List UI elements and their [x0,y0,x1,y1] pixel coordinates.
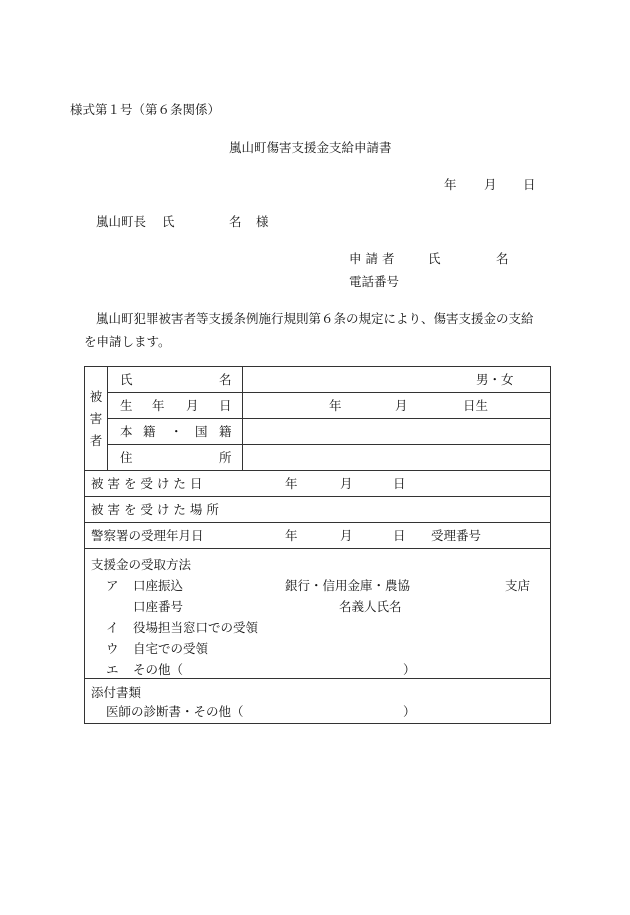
attach-text[interactable]: 医師の診断書・その他（ [106,704,244,719]
option-a-text[interactable]: 口座振込 [133,578,184,593]
address-label-cell: 住 所 [108,445,243,471]
addressee-sama: 様 [256,214,269,229]
option-e-close: ） [403,662,416,677]
branch-label: 支店 [505,578,531,593]
applicant-shi: 氏 [428,251,441,266]
victim-header: 被 害 者 [85,367,108,471]
option-u-text[interactable]: 自宅での受領 [133,641,209,656]
body-line-1: 嵐山町犯罪被害者等支援条例施行規則第６条の規定により、傷害支援金の支給 [96,311,534,326]
attach-close: ） [403,704,416,719]
receipt-title: 支援金の受取方法 [91,557,192,572]
option-a-key: ア [106,578,119,593]
date-day: 日 [523,177,536,192]
addressee-mei: 名 [229,214,242,229]
damage-place-row[interactable]: 被 害 を 受 け た 場 所 [85,497,551,523]
date-year: 年 [444,177,457,192]
honseki-label-cell: 本 籍 ・ 国 籍 [108,419,243,445]
honseki-input-cell[interactable] [243,419,551,445]
option-e-key: エ [106,662,119,677]
birth-label-cell: 生 年 月 日 [108,393,243,419]
account-no-label: 口座番号 [133,599,184,614]
damage-date-row[interactable]: 被 害 を 受 け た 日 年 月 日 [85,471,551,497]
date-month: 月 [484,177,497,192]
document-title: 嵐山町傷害支援金支給申請書 [229,140,392,155]
applicant-label: 申 請 者 [349,251,395,266]
name-label-cell: 氏 名 [108,367,243,393]
police-row[interactable]: 警察署の受理年月日 年 月 日 受理番号 [85,523,551,549]
option-i-text[interactable]: 役場担当窓口での受領 [133,620,259,635]
option-i-key: イ [106,620,119,635]
option-u-key: ウ [106,641,119,656]
name-input-cell[interactable] [243,367,551,393]
option-e-text[interactable]: その他（ [133,662,184,677]
bank-label: 銀行・信用金庫・農協 [285,578,411,593]
applicant-mei: 名 [496,251,509,266]
attach-title: 添付書類 [91,685,142,700]
application-table [84,366,551,724]
form-number: 様式第１号（第６条関係） [70,102,221,117]
birth-input-cell[interactable]: 年 月 日生 [243,393,551,419]
body-line-2: を申請します。 [84,334,171,349]
addressee-prefix: 嵐山町長 [96,214,147,229]
address-input-cell[interactable] [243,445,551,471]
applicant-phone: 電話番号 [349,274,400,289]
receipt-method-cell[interactable] [85,549,551,679]
gender-option[interactable]: 男・女 [476,371,514,387]
attachments-cell[interactable] [85,679,551,724]
account-name-label: 名義人氏名 [339,599,402,614]
addressee-shi: 氏 [162,214,175,229]
